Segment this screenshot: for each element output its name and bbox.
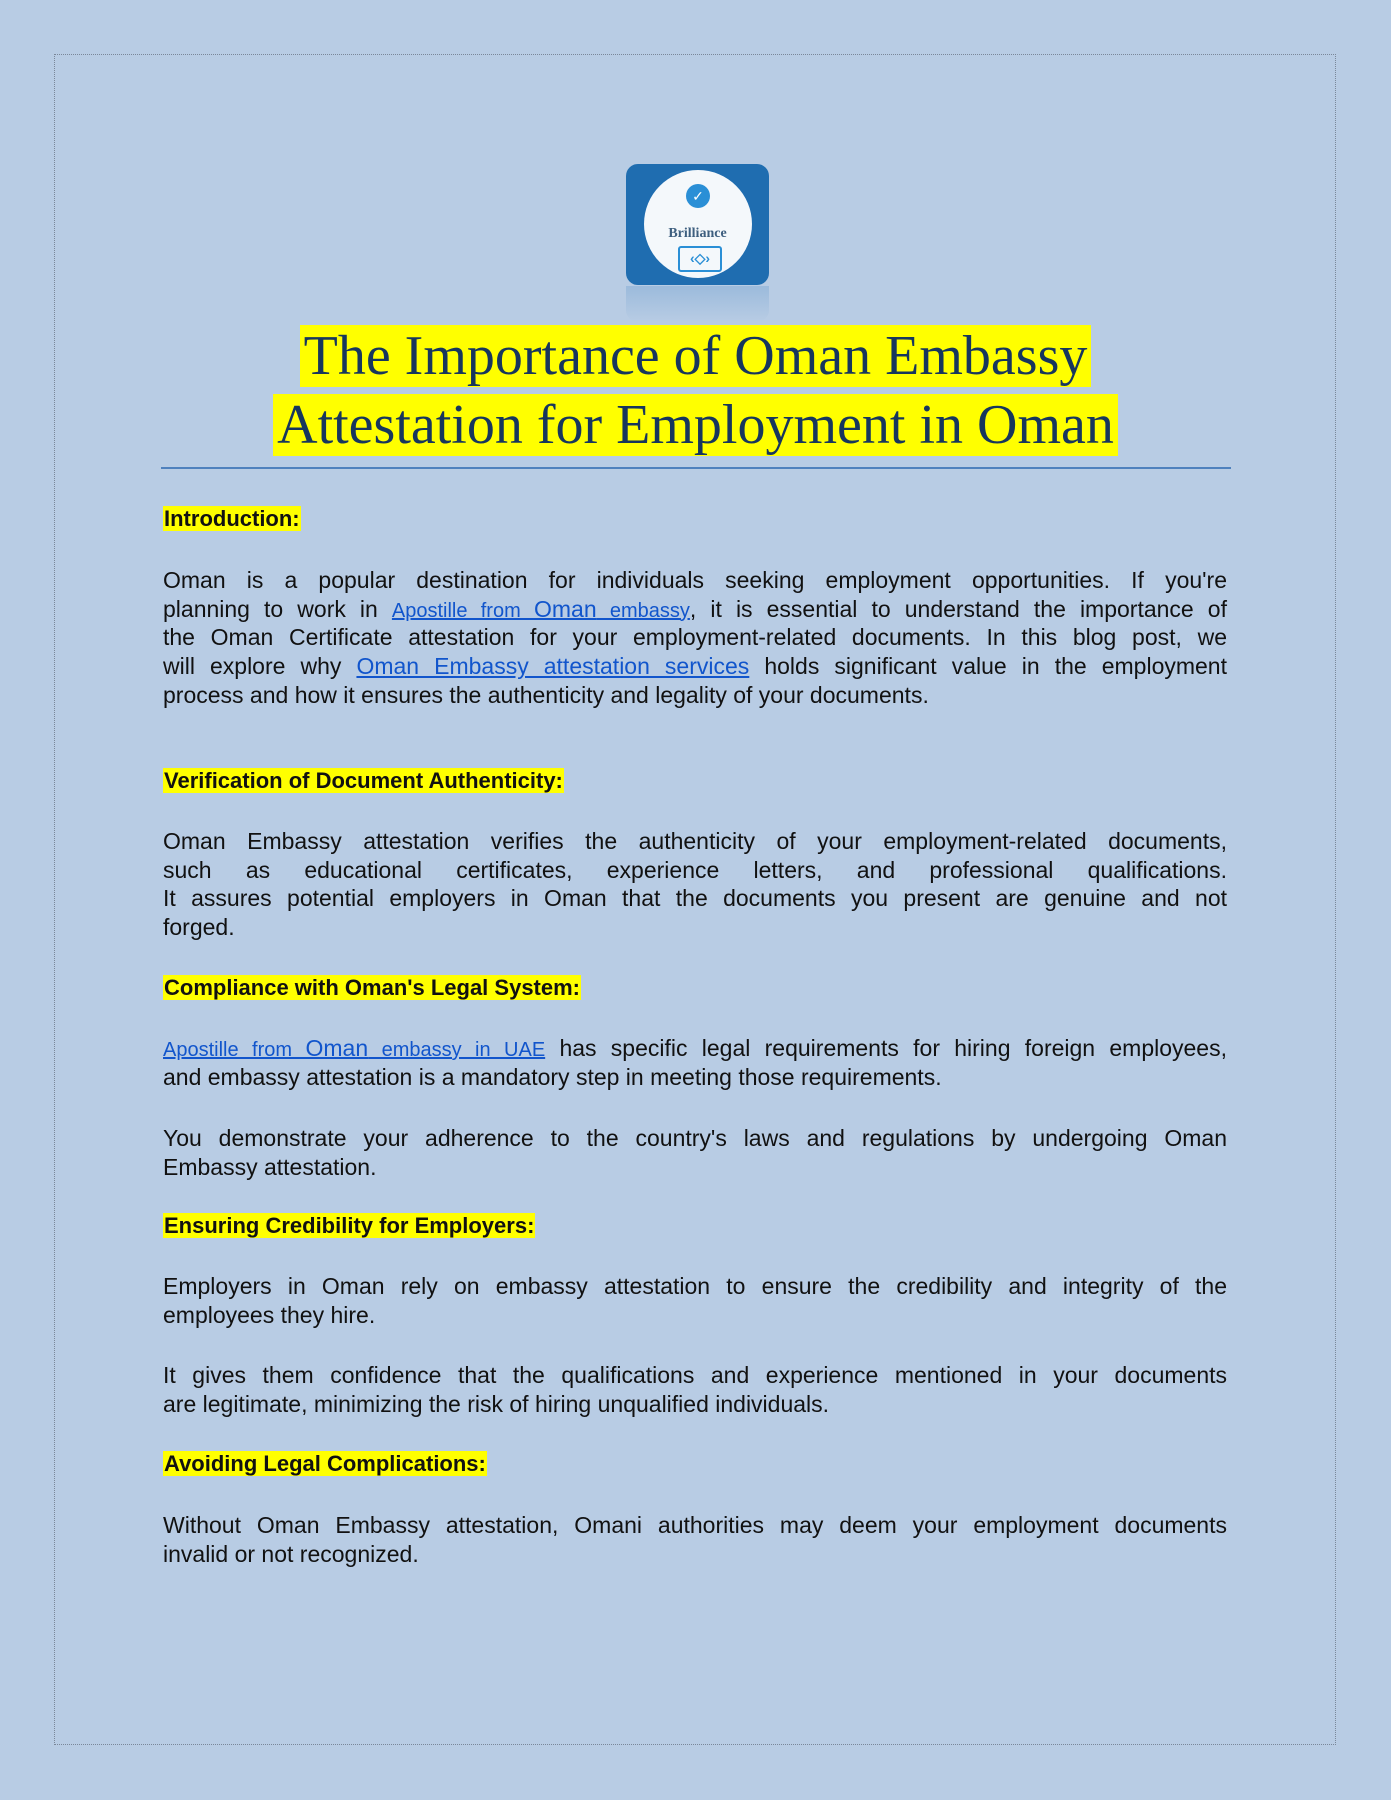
paragraph bbox=[163, 1361, 1227, 1418]
page-title bbox=[0, 322, 1391, 460]
title-underline bbox=[161, 467, 1231, 469]
inline-link[interactable] bbox=[391, 595, 690, 622]
text-run: and embassy attestation is a mandatory step in meeting those requirements. bbox=[163, 1063, 942, 1090]
text-run: Oman is a popular destination for individuals seeking employment opportunities. If you're bbox=[163, 567, 1227, 593]
logo-reflection bbox=[626, 286, 769, 322]
text-line bbox=[163, 1301, 1227, 1330]
inline-link[interactable] bbox=[356, 653, 749, 679]
section-heading-text: Ensuring Credibility for Employers: bbox=[164, 1213, 535, 1238]
text-line bbox=[163, 1511, 1227, 1540]
text-run: employees they hire. bbox=[163, 1301, 376, 1328]
section-heading-text: Compliance with Oman's Legal System: bbox=[164, 975, 581, 1000]
text-line bbox=[163, 681, 1227, 710]
section-heading bbox=[163, 1212, 1227, 1241]
link-text[interactable]: Apostille from bbox=[391, 599, 534, 622]
text-run: Embassy attestation. bbox=[163, 1153, 377, 1180]
text-run: Employers in Oman rely on embassy attestation to ensure the credibility and integrity of the bbox=[163, 1273, 1227, 1299]
section-heading bbox=[163, 974, 1227, 1003]
brilliance-logo bbox=[626, 164, 769, 285]
text-line bbox=[163, 1361, 1227, 1390]
inline-link[interactable] bbox=[163, 1035, 546, 1061]
text-line bbox=[163, 595, 1227, 624]
text-run: It assures potential employers in Oman that the documents you present are genuine and not bbox=[163, 885, 1227, 912]
text-run: invalid or not recognized. bbox=[163, 1540, 419, 1567]
paragraph bbox=[163, 827, 1227, 942]
text-run: will explore why bbox=[163, 653, 357, 680]
link-text[interactable]: embassy in UAE bbox=[368, 1039, 546, 1061]
text-run: planning to work in bbox=[163, 595, 392, 622]
text-line bbox=[163, 566, 1227, 595]
text-line bbox=[163, 652, 1227, 681]
title-line-1: The Importance of Oman Embassy bbox=[300, 325, 1092, 387]
text-line bbox=[163, 1034, 1227, 1063]
text-line bbox=[163, 1124, 1227, 1153]
text-run: are legitimate, minimizing the risk of hiring unqualified individuals. bbox=[163, 1390, 830, 1417]
text-run: It gives them confidence that the qualifications and experience mentioned in your documents bbox=[163, 1362, 1227, 1388]
paragraph bbox=[163, 1124, 1227, 1181]
link-text[interactable]: Oman bbox=[305, 1035, 369, 1061]
logo-text: Brilliance bbox=[668, 226, 727, 241]
link-text[interactable]: Oman bbox=[533, 595, 597, 622]
link-text[interactable]: embassy bbox=[596, 599, 690, 622]
text-run: forged. bbox=[163, 914, 235, 941]
text-line bbox=[163, 884, 1227, 913]
text-run: process and how it ensures the authenticity and legality of your documents. bbox=[163, 681, 929, 708]
section-heading-text: Avoiding Legal Complications: bbox=[164, 1451, 486, 1476]
text-line bbox=[163, 913, 1227, 942]
text-line bbox=[163, 856, 1227, 885]
section-heading bbox=[163, 505, 1227, 534]
text-run: has specific legal requirements for hiring foreign employees, bbox=[545, 1035, 1227, 1061]
text-run: Oman Embassy attestation verifies the authenticity of your employment-related documents, bbox=[163, 828, 1227, 854]
paragraph bbox=[163, 1511, 1227, 1568]
link-text[interactable]: Oman Embassy attestation services bbox=[356, 653, 750, 680]
paragraph bbox=[163, 1272, 1227, 1329]
paragraph bbox=[163, 1034, 1227, 1091]
text-line bbox=[163, 1390, 1227, 1419]
text-line bbox=[163, 623, 1227, 652]
section-heading-text: Verification of Document Authenticity: bbox=[164, 768, 563, 793]
text-run: Without Oman Embassy attestation, Omani authorities may deem your employment documents bbox=[163, 1512, 1227, 1538]
text-line bbox=[163, 1063, 1227, 1092]
text-run: You demonstrate your adherence to the country's laws and regulations by undergoing Oman bbox=[163, 1125, 1227, 1151]
logo-mark-icon: ‹◇› bbox=[678, 246, 722, 272]
section-heading bbox=[163, 1450, 1227, 1479]
text-line bbox=[163, 827, 1227, 856]
paragraph bbox=[163, 566, 1227, 709]
text-run: the Oman Certificate attestation for your employment-related documents. In this blog post, we bbox=[163, 624, 1227, 651]
section-heading bbox=[163, 767, 1227, 796]
section-heading-text: Introduction: bbox=[164, 506, 300, 531]
link-text[interactable]: Apostille from bbox=[163, 1039, 306, 1061]
text-line bbox=[163, 1153, 1227, 1182]
text-run: , it is essential to understand the importance of bbox=[689, 595, 1227, 622]
text-run: such as educational certificates, experience letters, and professional qualifications. bbox=[163, 856, 1227, 883]
text-line bbox=[163, 1272, 1227, 1301]
text-line bbox=[163, 1540, 1227, 1569]
title-line-2: Attestation for Employment in Oman bbox=[273, 394, 1118, 456]
text-run: holds significant value in the employment bbox=[749, 653, 1227, 680]
badge-check-icon: ✓ bbox=[686, 184, 710, 208]
